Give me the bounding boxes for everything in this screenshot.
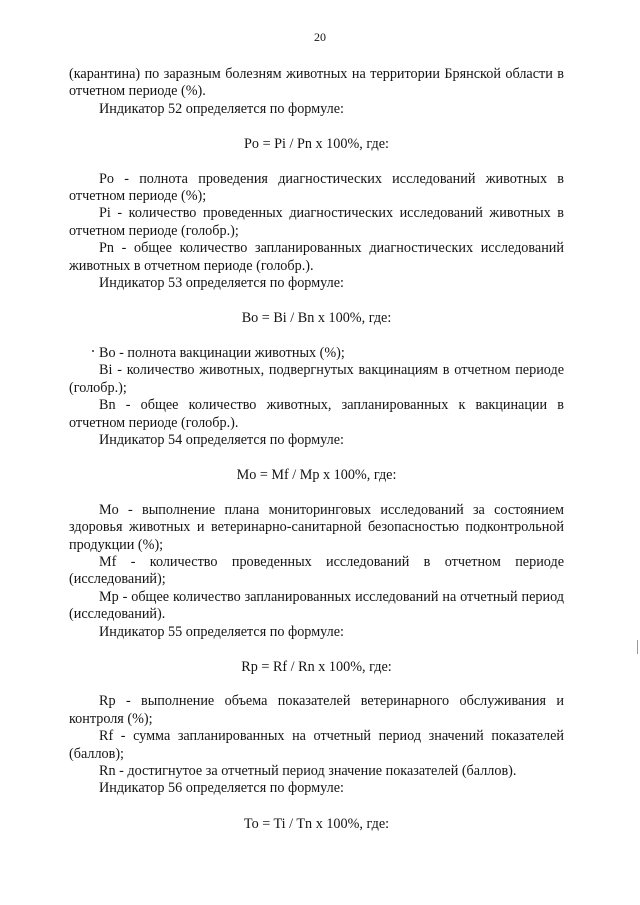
formula: Mo = Mf / Mp x 100%, где: bbox=[236, 467, 397, 484]
paragraph: Mf - количество проведенных исследований в отчетном периоде (исследований); bbox=[69, 553, 564, 588]
paragraph: Rn - достигнутое за отчетный период значение показателей (баллов). bbox=[99, 763, 517, 779]
paragraph: Pn - общее количество запланированных диагностических исследований животных в отчетном периоде (голобр.). bbox=[69, 240, 564, 274]
formula: Po = Pi / Pn x 100%, где: bbox=[244, 136, 389, 153]
document-body bbox=[69, 66, 564, 850]
paragraph: Po - полнота проведения диагностических исследований животных в отчетном периоде (%); bbox=[69, 170, 564, 205]
paragraph: (карантина) по заразным болезням животных на территории Брянской области в отчетном периоде (%). bbox=[69, 66, 564, 100]
paragraph: Rp - выполнение объема показателей ветеринарного обслуживания и контроля (%); bbox=[69, 693, 564, 727]
paragraph: Индикатор 52 определяется по формуле: bbox=[99, 100, 344, 117]
paragraph: Индикатор 54 определяется по формуле: bbox=[99, 431, 344, 448]
formula: Bo = Bi / Bn x 100%, где: bbox=[241, 310, 392, 327]
paragraph: Индикатор 56 определяется по формуле: bbox=[99, 780, 344, 797]
scan-edge-mark bbox=[637, 640, 638, 654]
formula: To = Ti / Tn x 100%, где: bbox=[243, 815, 390, 832]
paragraph: Mo - выполнение плана мониторинговых исследований за состоянием здоровья животных и ветеринарно-санитарной безопасностью подконтрольной продукции (%); bbox=[69, 501, 564, 553]
paragraph: Индикатор 53 определяется по формуле: bbox=[99, 275, 344, 292]
paragraph: Bi - количество животных, подвергнутых вакцинациям в отчетном периоде (голобр.); bbox=[69, 362, 564, 396]
formula: Rp = Rf / Rn x 100%, где: bbox=[241, 658, 392, 675]
paragraph: Pi - количество проведенных диагностических исследований животных в отчетном периоде (голобр.); bbox=[69, 205, 564, 239]
paragraph: Rf - сумма запланированных на отчетный период значений показателей (баллов); bbox=[69, 728, 564, 762]
paragraph: Индикатор 55 определяется по формуле: bbox=[99, 623, 344, 640]
page-number: 20 bbox=[314, 30, 326, 44]
paragraph: Mp - общее количество запланированных исследований на отчетный период (исследований). bbox=[69, 588, 564, 623]
paragraph: Bn - общее количество животных, запланированных к вакцинации в отчетном периоде (голобр.). bbox=[69, 397, 564, 431]
paragraph: Bo - полнота вакцинации животных (%); bbox=[99, 344, 345, 361]
